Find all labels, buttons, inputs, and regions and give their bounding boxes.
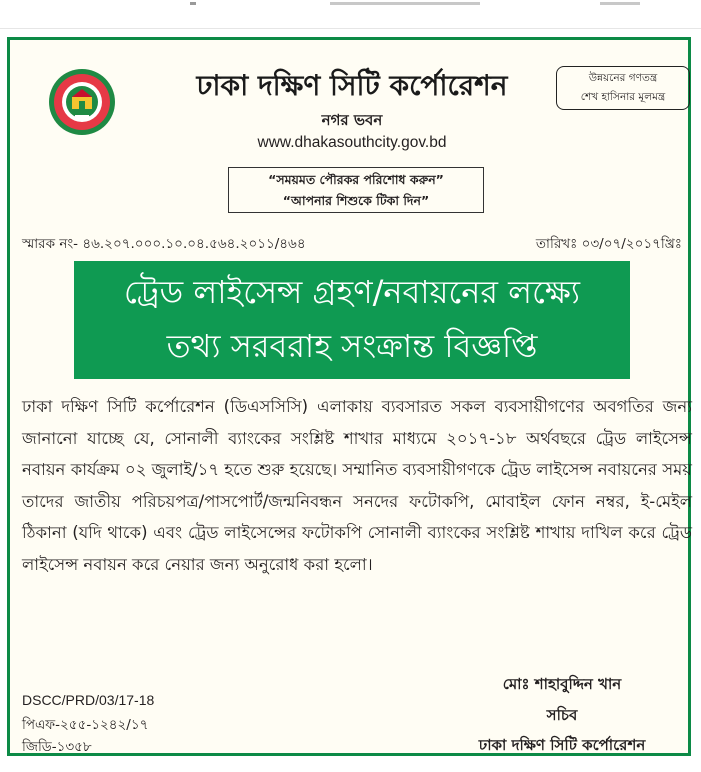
notice-body: ঢাকা দক্ষিণ সিটি কর্পোরেশন (ডিএসসিসি) এলাকায় ব্যবসারত সকল ব্যবসায়ীগণের অবগতির জন্য জানানো যাচ্ছে যে, সোনালী ব্যাংকের সংশ্লিষ্ট শাখার মাধ্যমে ২০১৭-১৮ অর্থবছরে ট্রেড লাইসেন্স নবায়ন কার্যক্রম ০২ জুলাই/১৭ হতে শুরু হয়েছে। সম্মানিত ব্যবসায়ীগণকে ট্রেড লাইসেন্স নবায়নের সময় তাদের জাতীয় পরিচয়পত্র/পাসপোর্ট/জন্মনিবন্ধন সনদের ফটোকপি, মোবাইল ফোন নম্বর, ই-মেইল ঠিকানা (যদি থাকে) এবং ট্রেড লাইসেন্সের ফটোকপি সোনালী ব্যাংকের সংশ্লিষ্ট শাখায় দাখিল করে ট্রেড লাইসেন্স নবায়ন করে নেয়ার জন্য অনুরোধ করা হলো। bbox=[22, 397, 692, 574]
headline-line-2: তথ্য সরবরাহ সংক্রান্ত বিজ্ঞপ্তি bbox=[166, 327, 538, 365]
headline-banner bbox=[74, 261, 630, 379]
website-url: www.dhakasouthcity.gov.bd bbox=[257, 134, 447, 151]
public-notice bbox=[7, 37, 691, 756]
signer-name: মোঃ শাহাবুদ্দিন খান bbox=[502, 675, 622, 693]
signer-title: সচিব bbox=[546, 706, 578, 724]
building-name: নগর ভবন bbox=[321, 111, 383, 129]
slogan-line-1: উন্নয়নের গণতন্ত্র bbox=[588, 72, 658, 84]
slogan-box bbox=[556, 66, 690, 110]
slogan-line-2: শেখ হাসিনার মূলমন্ত্র bbox=[580, 91, 666, 103]
memo-number: স্মারক নং- ৪৬.২০৭.০০০.১০.০৪.৫৬৪.২০১১/৪৬৪ bbox=[22, 236, 306, 252]
top-page-strip bbox=[0, 0, 701, 29]
page-fragment bbox=[600, 2, 640, 5]
reference-code: DSCC/PRD/03/17-18 bbox=[22, 692, 155, 708]
notice-date: তারিখঃ ০৩/০৭/২০১৭খ্রিঃ bbox=[535, 236, 682, 252]
headline-line-1: ট্রেড লাইসেন্স গ্রহণ/নবায়নের লক্ষ্যে bbox=[123, 273, 581, 311]
organization-title: ঢাকা দক্ষিণ সিটি কর্পোরেশন bbox=[196, 69, 508, 102]
slogan-quote-box bbox=[228, 167, 484, 213]
quote-line-1: “সময়মত পৌরকর পরিশোধ করুন” bbox=[268, 172, 444, 187]
signer-organization: ঢাকা দক্ষিণ সিটি কর্পোরেশন bbox=[478, 736, 646, 754]
page-fragment bbox=[330, 2, 480, 5]
quote-line-2: “আপনার শিশুকে টিকা দিন” bbox=[282, 193, 430, 208]
page-fragment bbox=[190, 2, 196, 5]
pf-reference: পিএফ-২৫৫-১২৪২/১৭ bbox=[22, 717, 149, 733]
gd-reference: জিডি-১৩৫৮ bbox=[22, 739, 92, 755]
